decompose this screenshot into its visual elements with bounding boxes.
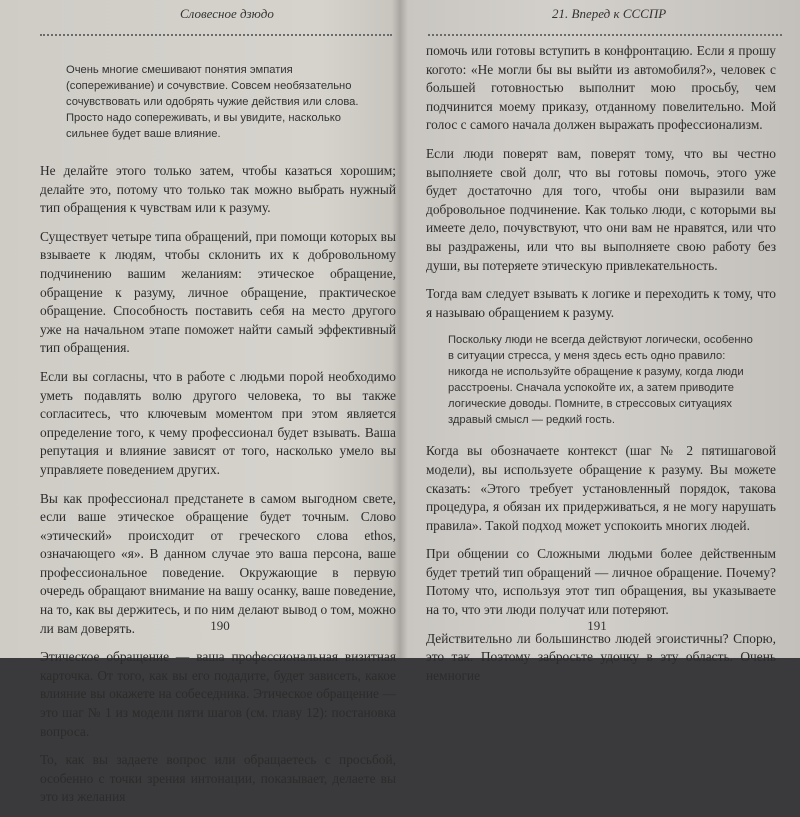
page-number: 190 (210, 618, 230, 633)
sidebar-note: Поскольку люди не всегда действуют логически, особенно в ситуации стресса, у меня здесь есть одно правило: никогда не используйте обращение к разуму, когда люди расстроены. Сначала успокойте их, а затем приводите логические доводы. Помните, в стрессовых ситуациях здравый смысл — редкий гость. (448, 334, 753, 427)
paragraph: помочь или готовы вступить в конфронтацию. Если я прошу когото: «Не могли бы вы выйти из автомобиля?», человек с большей готовностью выполнит мою просьбу, чем подчинится моему приказу, отданному повелительно. Мой голос с самого начала должен выражать профессионализм. (426, 43, 776, 133)
paragraph: Не делайте этого только затем, чтобы казаться хорошим; делайте это, потому что только так можно выбрать нужный тип обращения к чувствам или к разуму. (40, 163, 396, 216)
running-head: 21. Вперед к СССПР (552, 6, 667, 21)
paragraph: Этическое обращение — ваша профессиональная визитная карточка. От того, как вы его подадите, будет зависеть, какое влияние вы окажете на собеседника. Этическое обращение — это шаг № 1 из модели пяти шагов (см. главу 12): постановка вопроса. (40, 649, 396, 739)
dotted-rule (40, 34, 392, 36)
running-head: Словесное дзюдо (180, 6, 274, 21)
page-number: 191 (587, 618, 607, 633)
right-page (412, 0, 782, 683)
page-content (40, 44, 396, 817)
paragraph: При общении со Сложными людьми более действенным будет третий тип обращений — личное обращение. Почему? Потому что, используя этот тип обращения, вы указываете на то, что эти люди получат или потеряют. (426, 546, 776, 618)
paragraph: Когда вы обозначаете контекст (шаг № 2 пятишаговой модели), вы используете обращение к разуму. Вы можете сказать: «Этого требует установленный порядок, такова процедура, я обязан их придерживаться, я не могу нарушать правила». Такой подход может успокоить многих людей. (426, 443, 776, 533)
paragraph: Если люди поверят вам, поверят тому, что вы честно выполняете свой долг, что вы готовы помочь, этого уже будет достаточно для того, чтобы они выразили вам добровольное подчинение. Как только люди, с которыми вы имеете дело, почувствуют, что они вам не нравятся, или что вы раздражены, или что вы выполняете свою работу без души, вы потеряете этическую привлекательность. (426, 145, 776, 273)
page-content (426, 42, 776, 695)
paragraph: Существует четыре типа обращений, при помощи которых вы взываете к людям, чтобы склонить их к добровольному подчинению вашим желаниям: этическое обращение, обращение к разуму, личное обращение, практическое обращение. Способность поставить себя на место другого уже на начальном этапе поможет найти самый эффективный тип обращения. (40, 228, 396, 356)
dotted-rule (428, 34, 782, 36)
sidebar-note: Очень многие смешивают понятия эмпатия (сопереживание) и сочувствие. Совсем необязательно сочувствовать или одобрять чужие действия или слова. Просто надо сопереживать, и вы увидите, насколько сильнее будет ваше влияние. (66, 64, 359, 140)
paragraph: Действительно ли большинство людей эгоистичны? Спорю, это так. Поэтому забросьте удочку в эту область. Очень немногие (426, 630, 776, 683)
paragraph: Вы как профессионал предстанете в самом выгодном свете, если ваше этическое обращение будет точным. Слово «этический» происходит от греческого слова ethos, означающего «я». В данном случае это ваша персона, ваше профессиональное поведение. Окружающие в первую очередь обращают внимание на вашу осанку, ваше поведение, на то, как вы держитесь, и по ним делают вывод о том, можно ли вам доверять. (40, 490, 396, 636)
paragraph: Если вы согласны, что в работе с людьми порой необходимо уметь подавлять волю другого человека, то вы также согласитесь, что ключевым моментом при этом является определение того, к чему профессионал будет взывать. Ваша репутация и влияние зависят от того, насколько умело вы управляете поведением других. (40, 368, 396, 477)
paragraph: То, как вы задаете вопрос или обращаетесь с просьбой, особенно с точки зрения интонации, показывает, делаете вы это из желания (40, 752, 396, 805)
paragraph: Тогда вам следует взывать к логике и переходить к тому, что я называю обращением к разуму. (426, 286, 776, 320)
left-page (40, 0, 400, 805)
